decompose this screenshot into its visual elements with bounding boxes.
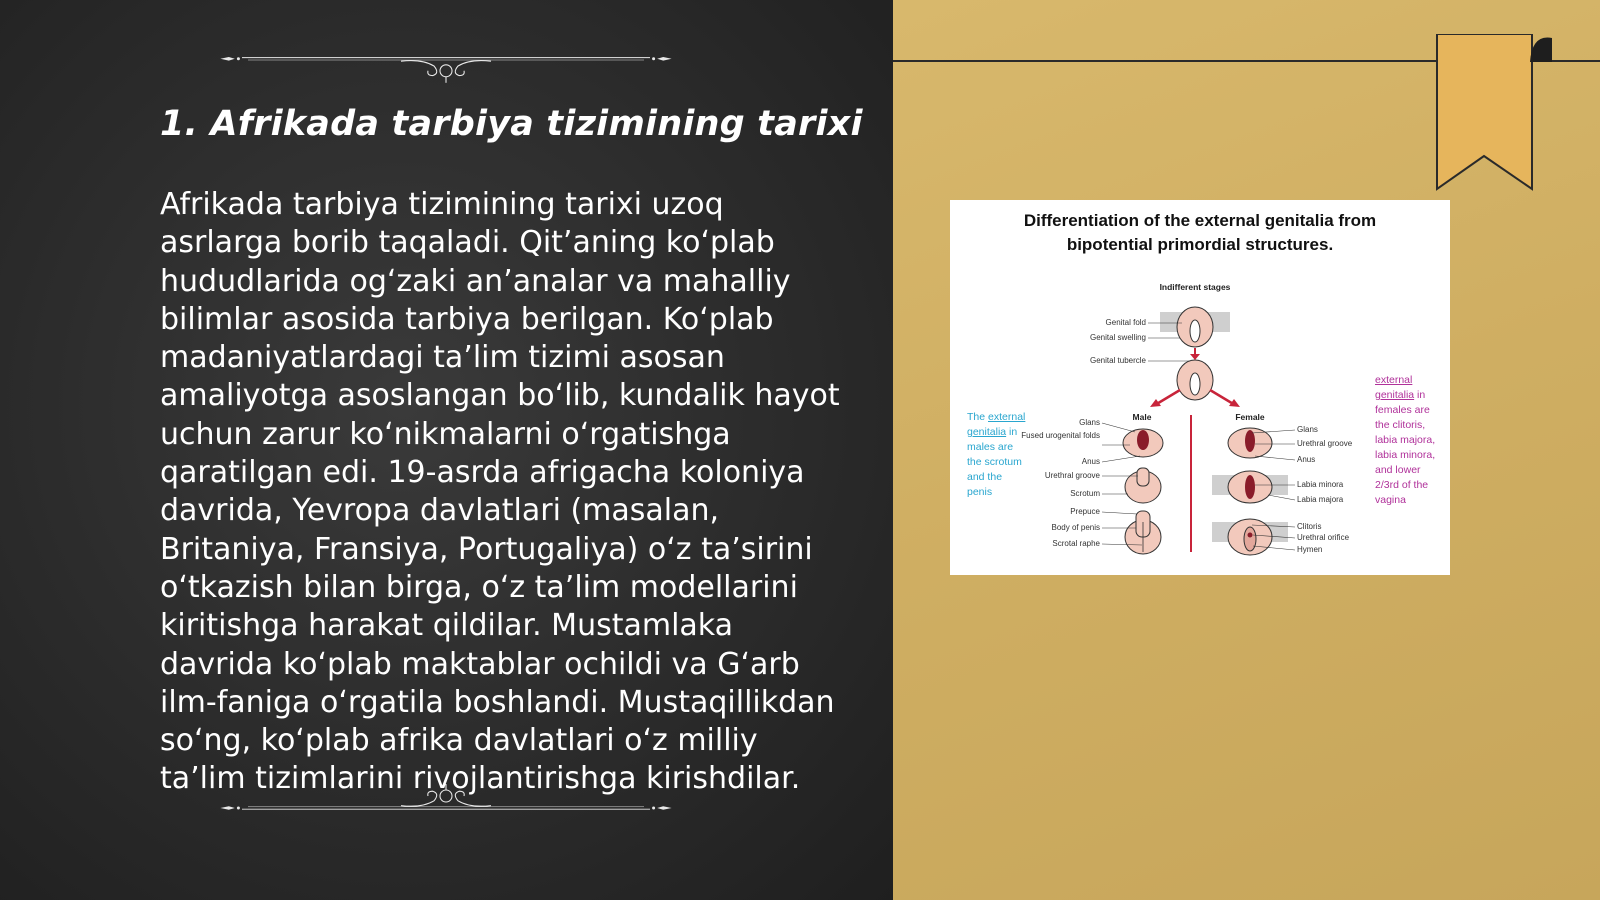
slide-body-text: Afrikada tarbiya tizimining tarixi uzoq asrlarga borib taqaladi. Qit’aning ko‘plab hududlarida og‘zaki an’analar va mahalliy bilimlar asosida tarbiya berilgan. Ko‘plab madaniyatlardagi ta’lim tizimi asosan amaliyotga asoslangan bo‘lib, kundalik hayot uchun zarur ko‘nikmalarni o‘rgatishga qaratilgan edi. 19-asrda afrigacha koloniya davrida, Yevropa davlatlari (masalan, Britaniya, Fransiya, Portugaliya) o‘z ta’sirini o‘tkazish bilan birga, o‘z ta’lim modellarini kiritishga harakat qildilar. Mustamlaka davrida ko‘plab maktablar ochildi va G‘arb ilm-faniga o‘rgatila boshlandi. Mustaqillikdan so‘ng, ko‘plab afrika davlatlari o‘z milliy ta’lim tizimlarini rivojlantirishga kirishdilar. bbox=[160, 187, 840, 797]
ornamental-frame-top bbox=[66, 48, 826, 84]
female-stages bbox=[1212, 428, 1288, 555]
slide-title: 1. Afrikada tarbiya tizimining tarixi bbox=[160, 104, 863, 144]
label-hymen: Hymen bbox=[1297, 545, 1323, 554]
label-scrotum: Scrotum bbox=[1070, 489, 1100, 498]
label-genital-tubercle: Genital tubercle bbox=[1089, 356, 1146, 365]
label-labia-minora: Labia minora bbox=[1297, 480, 1344, 489]
stage1-groove bbox=[1190, 320, 1200, 342]
genitalia-differentiation-figure bbox=[950, 200, 1450, 575]
label-genital-swelling: Genital swelling bbox=[1089, 333, 1146, 342]
figure-title-line1: Differentiation of the external genitalia from bbox=[1023, 211, 1377, 230]
male-note-post: in males are the scrotum and the penis bbox=[967, 426, 1022, 498]
stage2-groove bbox=[1190, 373, 1200, 395]
arrow-to-male bbox=[1155, 390, 1180, 405]
female-heading: Female bbox=[1235, 412, 1265, 422]
label-fused-urogenital-folds: Fused urogenital folds bbox=[1021, 431, 1100, 440]
label-urethral-groove: Urethral groove bbox=[1044, 471, 1100, 480]
male-stages bbox=[1123, 429, 1163, 554]
label-prepuce: Prepuce bbox=[1070, 507, 1100, 516]
label-female-urethral-groove: Urethral groove bbox=[1297, 439, 1353, 448]
female-note-link[interactable]: external genitalia bbox=[1375, 374, 1415, 401]
male-note-link[interactable]: external genitalia bbox=[967, 411, 1026, 438]
label-labia-majora: Labia majora bbox=[1297, 495, 1344, 504]
male-note bbox=[967, 410, 1027, 500]
female-note bbox=[1375, 373, 1445, 508]
label-male-glans: Glans bbox=[1079, 418, 1100, 427]
male-heading: Male bbox=[1132, 412, 1152, 422]
label-scrotal-raphe: Scrotal raphe bbox=[1052, 539, 1100, 548]
male-note-pre: The bbox=[967, 411, 986, 423]
label-body-of-penis: Body of penis bbox=[1051, 523, 1100, 532]
female-note-post: in females are the clitoris, labia majora, labia minora, and lower 2/3rd of the vagina bbox=[1375, 389, 1436, 506]
label-male-anus: Anus bbox=[1081, 457, 1100, 466]
bookmark-ribbon-icon bbox=[1432, 34, 1552, 204]
arrow-to-female bbox=[1210, 390, 1235, 405]
label-genital-fold: Genital fold bbox=[1105, 318, 1146, 327]
label-clitoris: Clitoris bbox=[1297, 522, 1322, 531]
label-urethral-orifice: Urethral orifice bbox=[1297, 533, 1350, 542]
label-female-anus: Anus bbox=[1297, 455, 1316, 464]
label-female-glans: Glans bbox=[1297, 425, 1318, 434]
male-labels bbox=[1021, 418, 1142, 548]
down-arrow-head bbox=[1190, 354, 1200, 360]
stage-heading: Indifferent stages bbox=[1159, 282, 1231, 292]
figure-title-line2: bipotential primordial structures. bbox=[1066, 235, 1334, 254]
